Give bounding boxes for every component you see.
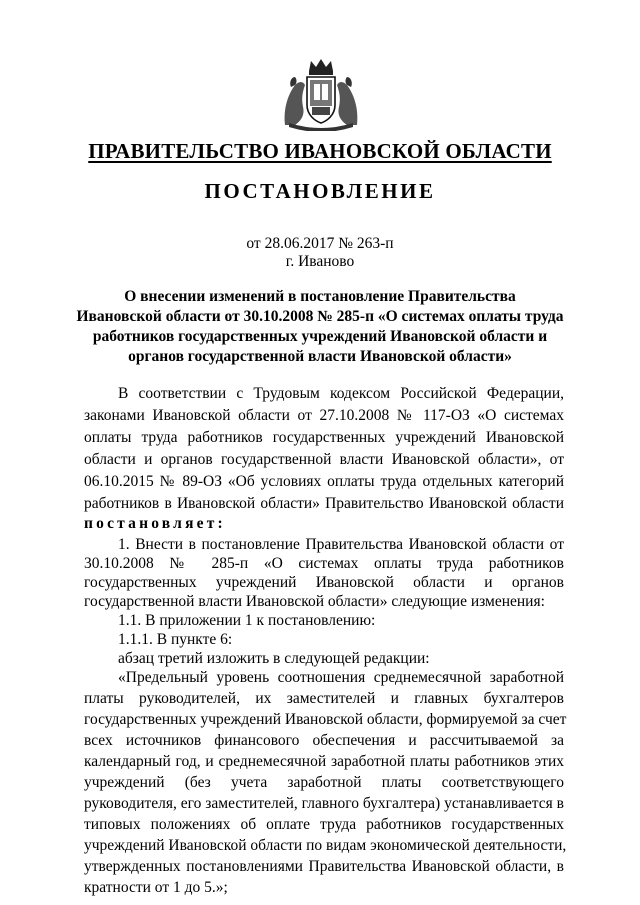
quoted-line: учреждений Ивановской области по видам экономической деятельности,	[84, 837, 567, 854]
date-number: от 28.06.2017 № 263-п	[246, 235, 394, 252]
body-line: абзац третий изложить в следующей редакции:	[118, 650, 430, 667]
body-line: 1.1.1. В пункте 6:	[118, 631, 233, 648]
resolves-word: постановляет:	[84, 515, 226, 532]
body-line: 06.10.2015 № 89-ОЗ «Об условиях оплаты труда отдельных категорий	[84, 473, 564, 490]
body-line: государственных учреждений Ивановской области и органов	[84, 574, 564, 591]
document-type-title: ПОСТАНОВЛЕНИЕ	[204, 179, 436, 203]
subject-line: работников государственных учреждений Ивановской области и	[92, 328, 548, 345]
subject-line: органов государственной власти Ивановской области»	[128, 348, 512, 365]
body-line: области и органов государственной власти Ивановской области», от	[84, 451, 564, 468]
subject-line: Ивановской области от 30.10.2008 № 285-п «О системах оплаты труда	[76, 308, 564, 325]
body-line: В соответствии с Трудовым кодексом Российской Федерации,	[118, 385, 564, 402]
quoted-line: всех источников финансового обеспечения и рассчитываемой за	[84, 732, 564, 749]
quoted-line: «Предельный уровень соотношения среднемесячной заработной	[118, 669, 564, 686]
quoted-line: учреждений (без учета заработной платы соответствующего	[84, 774, 564, 791]
ivanovo-coat-of-arms-icon	[281, 57, 361, 131]
quoted-line: типовых положениях об оплате труда работников государственных	[84, 816, 564, 833]
body-line: 1. Внести в постановление Правительства Ивановской области от	[118, 536, 564, 553]
quoted-line: государственных учреждений Ивановской области, формируемой за счет	[84, 711, 567, 728]
body-line: оплаты труда работников государственных учреждений Ивановской	[84, 429, 564, 446]
subject-line: О внесении изменений в постановление Правительства	[124, 288, 516, 305]
body-line: законами Ивановской области от 27.10.2008 № 117-ОЗ «О системах	[84, 407, 564, 424]
body-line: 1.1. В приложении 1 к постановлению:	[118, 612, 376, 629]
quoted-line: календарный год, и среднемесячной заработной платы работников этих	[84, 753, 564, 770]
quoted-line: руководителя, его заместителей, главного бухгалтера) устанавливается в	[84, 795, 564, 812]
document-subject	[60, 287, 580, 367]
government-heading: ПРАВИТЕЛЬСТВО ИВАНОВСКОЙ ОБЛАСТИ	[88, 139, 552, 163]
body-line: работников в Ивановской области» Правительство Ивановской области	[84, 495, 564, 512]
body-line: государственной власти Ивановской области» следующие изменения:	[84, 593, 545, 610]
city: г. Иваново	[285, 253, 355, 270]
quoted-line: утвержденных постановлениями Правительства Ивановской области, в	[84, 858, 564, 875]
body-line: 30.10.2008 № 285-п «О системах оплаты труда работников	[84, 555, 564, 572]
quoted-line: кратности от 1 до 5.»;	[84, 879, 228, 896]
quoted-line: платы руководителей, их заместителей и главных бухгалтеров	[84, 690, 564, 707]
